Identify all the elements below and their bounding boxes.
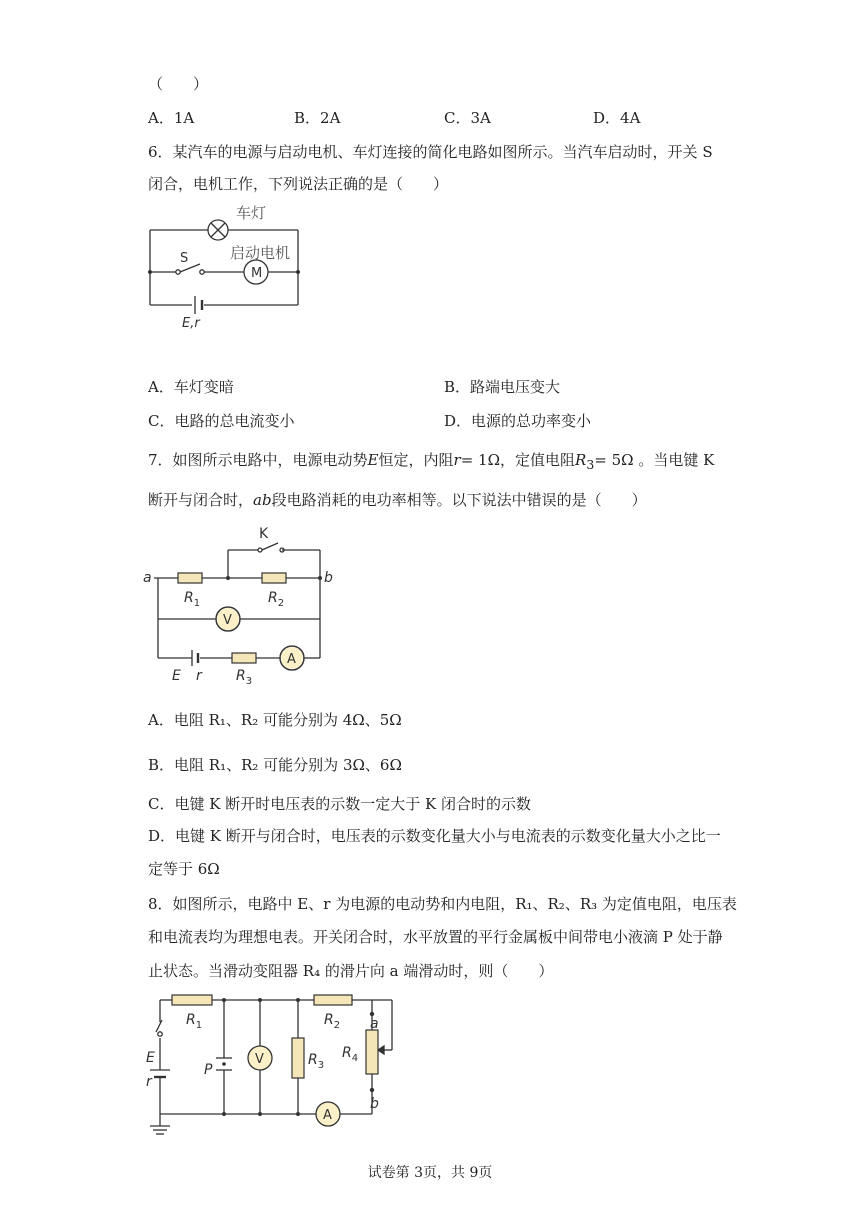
r2-label: $R_2$ bbox=[268, 590, 285, 609]
q8-voltmeter-symbol: V bbox=[255, 1052, 264, 1067]
key-label: K bbox=[259, 526, 269, 542]
switch-label: S bbox=[180, 251, 189, 266]
q7-option-c: C．电键 K 断开时电压表的示数一定大于 K 闭合时的示数 bbox=[148, 795, 531, 813]
lamp-label: 车灯 bbox=[236, 204, 267, 222]
q8-node-b-label: b bbox=[370, 1096, 379, 1112]
q8-r3-label: $R_3$ bbox=[308, 1052, 325, 1071]
node-a-label: a bbox=[143, 570, 152, 586]
q8-stem-line1: 8．如图所示，电路中 E、r 为电源的电动势和内电阻，R₁、R₂、R₃ 为定值电阻，电压表 bbox=[148, 895, 737, 913]
q7-option-d-line2: 定等于 6Ω bbox=[148, 860, 220, 878]
r3-label: $R_3$ bbox=[236, 668, 253, 687]
page-footer: 试卷第 3页，共 9页 bbox=[367, 1165, 493, 1181]
q7-circuit-diagram bbox=[140, 518, 340, 688]
q8-ammeter-symbol: A bbox=[323, 1108, 332, 1123]
q8-stem-line3: 止状态。当滑动变阻器 R₄ 的滑片向 a 端滑动时，则（ ） bbox=[148, 962, 554, 980]
motor-symbol: M bbox=[251, 266, 263, 281]
q6-option-a: A．车灯变暗 bbox=[148, 378, 234, 396]
q6-circuit-diagram bbox=[140, 200, 310, 340]
q5-option-c: C．3A bbox=[444, 109, 491, 127]
emf-label: E bbox=[172, 668, 181, 684]
q6-option-d: D．电源的总功率变小 bbox=[444, 412, 592, 430]
q6-stem-line1: 6．某汽车的电源与启动电机、车灯连接的简化电路如图所示。当汽车启动时，开关 S bbox=[148, 143, 713, 161]
q7-option-b: B．电阻 R₁、R₂ 可能分别为 3Ω、6Ω bbox=[148, 756, 402, 774]
ammeter-symbol: A bbox=[287, 652, 296, 667]
q8-internal-r-label: r bbox=[146, 1074, 152, 1090]
q8-r4-label: $R_4$ bbox=[342, 1045, 359, 1064]
droplet-p-label: P bbox=[204, 1062, 213, 1078]
q7-option-a: A．电阻 R₁、R₂ 可能分别为 4Ω、5Ω bbox=[148, 711, 402, 729]
q8-r2-label: $R_2$ bbox=[324, 1012, 341, 1031]
q5-answer-paren: （ ） bbox=[148, 75, 209, 93]
q6-stem-line2: 闭合，电机工作，下列说法正确的是（ ） bbox=[148, 175, 449, 193]
q5-option-d: D．4A bbox=[593, 109, 641, 127]
motor-label: 启动电机 bbox=[230, 244, 291, 262]
q7-option-d-line1: D．电键 K 断开与闭合时，电压表的示数变化量大小与电流表的示数变化量大小之比一 bbox=[148, 827, 721, 845]
q6-option-c: C．电路的总电流变小 bbox=[148, 412, 295, 430]
internal-r-label: r bbox=[196, 668, 202, 684]
q8-emf-label: E bbox=[146, 1050, 155, 1066]
node-b-label: b bbox=[324, 570, 333, 586]
source-label: E,r bbox=[182, 316, 200, 331]
q5-option-a: A．1A bbox=[148, 109, 195, 127]
q8-r1-label: $R_1$ bbox=[186, 1012, 203, 1031]
voltmeter-symbol: V bbox=[223, 613, 232, 628]
q8-node-a-label: a bbox=[370, 1016, 379, 1032]
r1-label: $R_1$ bbox=[184, 590, 201, 609]
q8-stem-line2: 和电流表均为理想电表。开关闭合时，水平放置的平行金属板中间带电小液滴 P 处于静 bbox=[148, 928, 723, 946]
q7-stem-line1: 7．如图所示电路中，电源电动势E恒定，内阻r= 1Ω，定值电阻$R_3= 5\Omega$ 。当电键 K bbox=[148, 451, 715, 472]
q8-circuit-diagram bbox=[140, 990, 420, 1150]
q5-option-b: B．2A bbox=[294, 109, 341, 127]
q7-stem-line2: 断开与闭合时，ab段电路消耗的电功率相等。以下说法中错误的是（ ） bbox=[148, 491, 647, 509]
q6-option-b: B．路端电压变大 bbox=[444, 378, 561, 396]
